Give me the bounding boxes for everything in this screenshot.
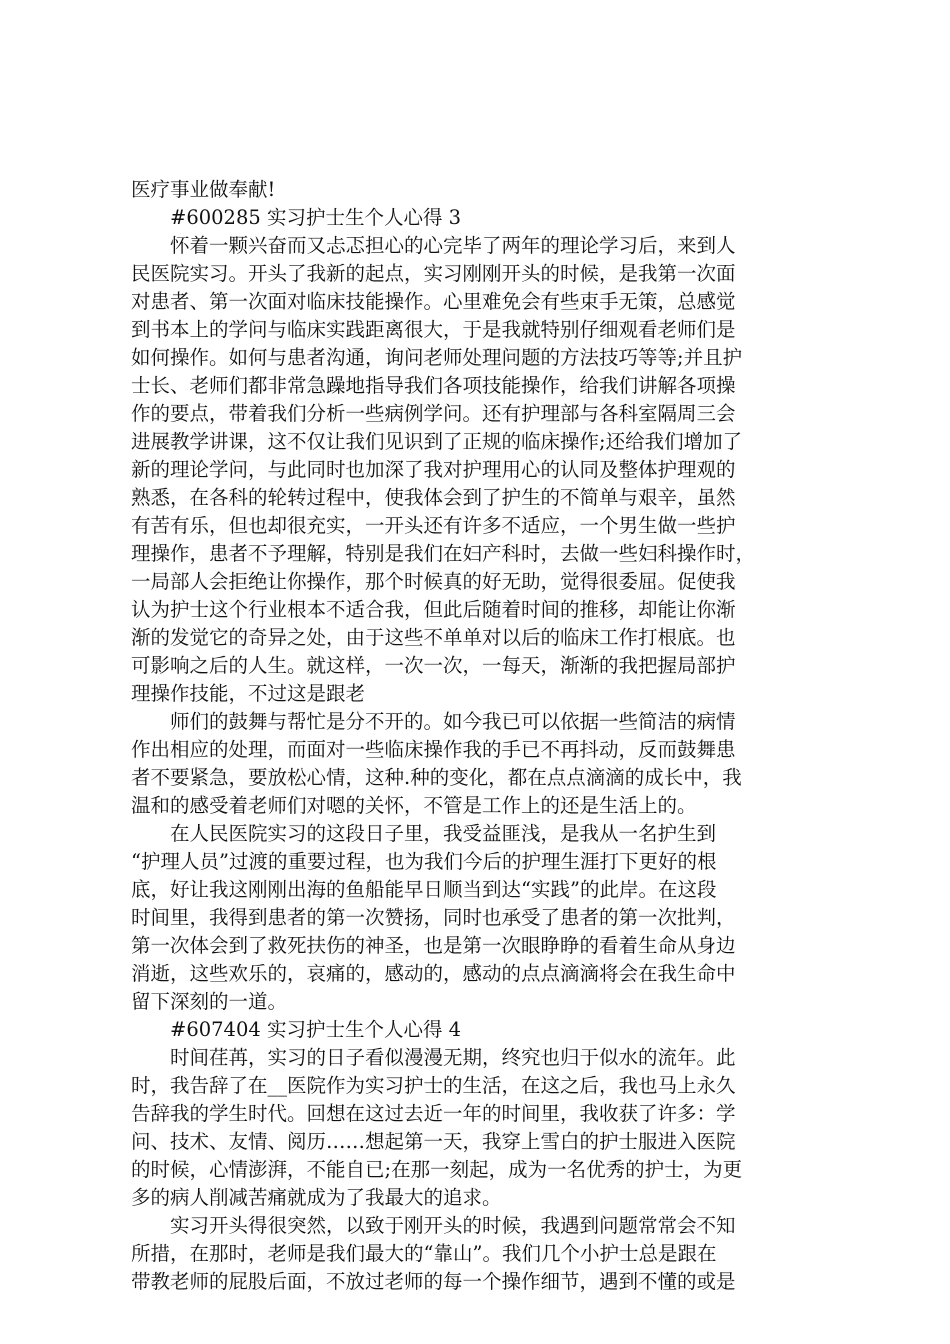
paragraph-teachers-help: 师们的鼓舞与帮忙是分不开的。如今我已可以依据一些简洁的病情 作出相应的处理，而面对一些临床操作我的手已不再抖动，反而鼓舞患 者不要紧急，要放松心情，这种.种的变化，都在点点滴滴的成长中，我 温和的感受着老师们对嗯的关怀，不管是工作上的还是生活上的。 bbox=[131, 710, 742, 817]
paragraph-intro-4: 时间荏苒，实习的日子看似漫漫无期，终究也归于似水的流年。此 时，我告辞了在__医院作为实习护士的生活，在这之后，我也马上永久 告辞我的学生时代。回想在这过去近一年的时间里，我收获了许多：学 问、技术、友情、阅历……想起第一天，我穿上雪白的护士服进入医院 的时候，心情澎湃，不能自已;在那一刻起，成为一名优秀的护士，为更 多的病人削减苦痛就成为了我最大的追求。 bbox=[131, 1046, 743, 1209]
paragraph-hospital-experience: 在人民医院实习的这段日子里，我受益匪浅，是我从一名护生到 “护理人员”过渡的重要过程，也为我们今后的护理生涯打下更好的根 底，好让我这刚刚出海的鱼船能早日顺当到达“实践”的此岸。在这段 时间里，我得到患者的第一次赞扬，同时也承受了患者的第一次批判， 第一次体会到了救死扶伤的神圣，也是第一次眼睁睁的看着生命从身边 消逝，这些欢乐的，哀痛的，感动的，感动的点点滴滴将会在我生命中 留下深刻的一道。 bbox=[131, 822, 736, 1013]
section-heading-3: #600285 实习护士生个人心得 3 bbox=[170, 206, 462, 229]
paragraph-internship-start: 实习开头得很突然，以致于刚开头的时候，我遇到问题常常会不知 所措，在那时，老师是我们最大的“靠山”。我们几个小护士总是跟在 带教老师的屁股后面，不放过老师的每一个操作细节，遇到不懂的或是 bbox=[131, 1214, 736, 1293]
paragraph-closing-line: 医疗事业做奉献! bbox=[131, 178, 276, 201]
section-heading-4: #607404 实习护士生个人心得 4 bbox=[170, 1018, 462, 1041]
document-body bbox=[131, 176, 843, 1296]
paragraph-intro-3: 怀着一颗兴奋而又忐忑担心的心完毕了两年的理论学习后，来到人 民医院实习。开头了我新的起点，实习刚刚开头的时候，是我第一次面 对患者、第一次面对临床技能操作。心里难免会有些束手无策，总感觉 到书本上的学问与临床实践距离很大，于是我就特别仔细观看老师们是 如何操作。如何与患者沟通，询问老师处理问题的方法技巧等等;并且护 士长、老师们都非常急躁地指导我们各项技能操作，给我们讲解各项操 作的要点，带着我们分析一些病例学问。还有护理部与各科室隔周三会 进展教学讲课，这不仅让我们见识到了正规的临床操作;还给我们增加了 新的理论学问，与此同时也加深了我对护理用心的认同及整体护理观的 熟悉，在各科的轮转过程中，使我体会到了护生的不简单与艰辛，虽然 有苦有乐，但也却很充实，一开头还有许多不适应，一个男生做一些护 理操作，患者不予理解，特别是我们在妇产科时，去做一些妇科操作时， 一局部人会拒绝让你操作，那个时候真的好无助，觉得很委屈。促使我 认为护士这个行业根本不适合我，但此后随着时间的推移，却能让你渐 渐的发觉它的奇异之处，由于这些不单单对以后的临床工作打根底。也 可影响之后的人生。就这样，一次一次，一每天，渐渐的我把握局部护 理操作技能，不过这是跟老 bbox=[131, 234, 756, 705]
